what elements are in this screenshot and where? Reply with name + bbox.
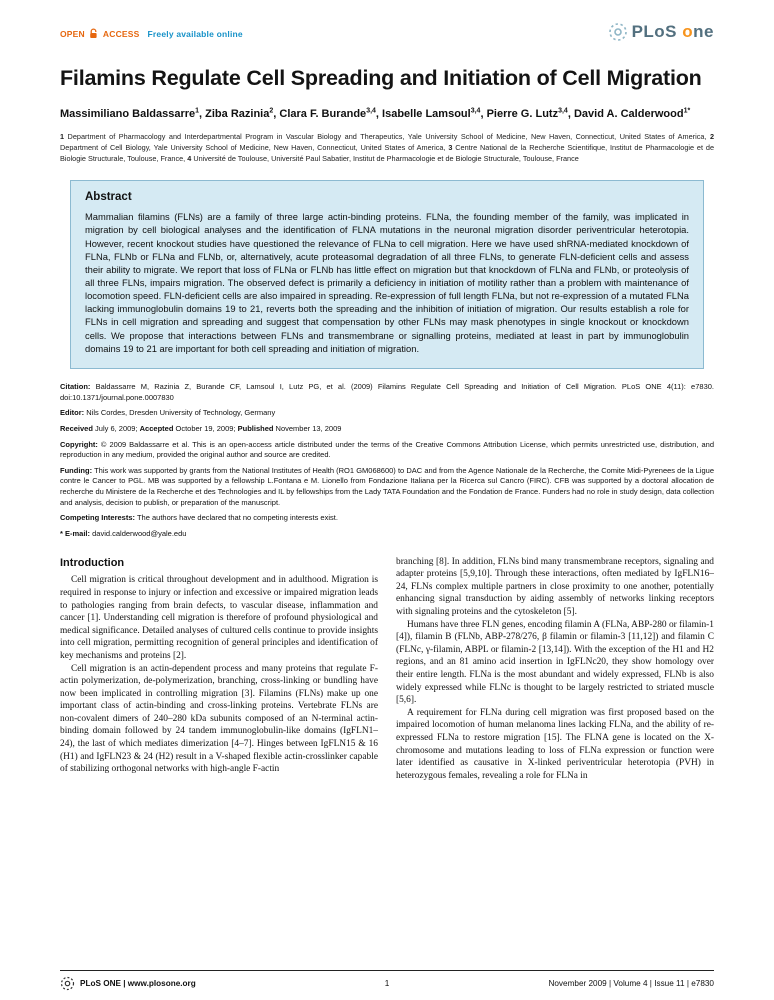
published-text: November 13, 2009 [273,423,342,433]
plos-one-logo [608,22,714,42]
competing-interests-line [60,513,714,524]
footer-journal [60,976,196,991]
competing-interests-label: Competing Interests: [60,513,136,523]
accepted-label: Accepted [139,423,174,433]
citation-label: Citation: [60,381,91,391]
abstract-heading: Abstract [85,191,132,204]
body-paragraph: Cell migration is critical throughout development and in adulthood. Migration is required in response to injury or infection and excessive or impaired migration leads to pathologies ranging from brain defects, to vascular disease, inflammation and cancer [1]. Understanding cell migration is therefore of profound physiological and medical significance. Detailed analyses of cultured cells continue to provide insights into cell migration, permitting recognition of general principles and identification of key mechanisms and proteins [2]. [60,575,378,661]
author [205,108,279,120]
author [487,108,574,120]
copyright-text: © 2009 Baldassarre et al. This is an open-access article distributed under the terms of the Creative Commons Attribution License, which permits unrestricted use, distribution, and reproduction in any medium, provided the original author and source are credited. [60,439,714,460]
author [60,108,205,120]
author-name: Clara F. Burande [279,108,367,121]
affiliation-list [60,132,714,165]
citation-line [60,382,714,403]
logo-o: o [682,22,694,41]
footer-issue-info: November 2009 | Volume 4 | Issue 11 | e7830 [548,979,714,988]
author-list [60,106,714,123]
author-sep: , [567,108,574,121]
author-sup: 3,4 [558,107,568,115]
open-access-label-open: OPEN [60,28,85,39]
author-name: Massimiliano Baldassarre [60,108,196,121]
body-paragraph: Humans have three FLN genes, encoding filamin A (FLNa, ABP-280 or filamin-1 [4]), filamin B (FLNb, ABP-278/276, β filamin or filamin-3 [11,12]) and filamin C (FLNc, γ-filamin, ABPL or filamin-2 [13,14]). With the exception of the H1 and H2 regions, and an 81 amino acid insertion in IgFLNc20, they show homology over their entire length. FLNa is the most abundant and widely expressed, FLNb is also widely expressed while FLNc is thought to be largely restricted to striated muscle [5,6]. [396,619,714,706]
author-sep: , [273,108,280,121]
author [382,108,487,120]
open-access-line [60,22,243,39]
right-column [396,556,714,856]
citation-text: Baldassarre M, Razinia Z, Burande CF, Lamsoul I, Lutz PG, et al. (2009) Filamins Regulate Cell Spreading and Initiation of Cell Migration. PLoS ONE 4(11): e7830. doi:10.1371/journal.pone.0007830 [60,381,714,402]
editor-text: Nils Cordes, Dresden University of Technology, Germany [84,408,276,418]
affiliation-num: 4 [187,154,192,164]
open-access-label-access: ACCESS [102,28,140,39]
page-header [60,22,714,42]
affiliation-num: 3 [448,143,453,153]
author-name: Ziba Razinia [205,108,270,121]
funding-line [60,466,714,509]
accepted-text: October 19, 2009; [173,423,238,433]
footer-journal-text: PLoS ONE | www.plosone.org [80,979,196,988]
funding-text: This work was supported by grants from the National Institutes of Health (RO1 GM068600) to DAC and from the Agence Nationale de la Recherche, the Comite Midi-Pyrenees de la Ligue contre le Cancer to PGL. MB was supported by a fellowship L.Fontana e M. Lionello from Fondazione Italiana per la Ricerca sul Cancro (FIRC). CFB was supported by a doctoral allocation de recherche du Ministere de la Recherche et des Technologies and IL by fellowships from the Lady TATA Foundation and the Fondation de France. Funders had no role in study design, data collection and analysis, decision to publish, or preparation of the manuscript. [60,465,714,507]
author-sep: , [375,108,383,121]
author-sup: 3,4 [470,107,481,115]
article-title: Filamins Regulate Cell Spreading and Initiation of Cell Migration [60,66,702,90]
dates-line [60,424,714,435]
author-name: David A. Calderwood [573,108,684,121]
author-name: Pierre G. Lutz [486,108,559,121]
left-column [60,556,378,856]
received-text: July 6, 2009; [92,423,140,433]
author-name: Isabelle Lamsoul [382,108,471,121]
affiliation-num: 2 [709,132,714,142]
published-label: Published [237,423,274,433]
body-paragraph: Cell migration is an actin-dependent process and many proteins that regulate F-actin polymerization, de-polymerization, branching, cross-linking or bundling have now been implicated in controlling migration [3]. Filamins (FLNs) make up one important class of actin-binding and cross-linking proteins. Vertebrate FLNs are non-covalent dimers of 240–280 kDa subunits composed of an N-terminal actin-binding domain followed by 24 tandem immunoglobulin-like domains (IgFLN1–24), the last of which mediates dimerization [4–7]. Hinges between IgFLN15 & 16 (H1) and IgFLN23 & 24 (H2) result in a V-shaped flexible actin-crosslinker capable of stabilizing orthogonal networks with high-angle F-actin [60,663,378,775]
introduction-heading: Introduction [60,556,125,569]
body-paragraph: A requirement for FLNa during cell migration was first proposed based on the impaired locomotion of human melanoma lines lacking FLNa, and the ability of re-expressed FLNa to restore migration [15]. The FLNA gene is located on the X-chromosome and mutations leading to loss of FLNa expression or function were later identified as causative in X-linked periventricular heterotopia (PVH) in heterozygous females, revealing a role for FLNa in [396,707,714,781]
received-label: Received [60,423,93,433]
page-footer [60,970,714,991]
plos-footer-icon [60,976,75,991]
plos-logo-text [632,22,714,42]
open-lock-icon [89,28,99,39]
copyright-label: Copyright: [60,439,98,449]
abstract-box [70,180,704,369]
author-sup: 1* [683,107,691,115]
body-paragraph: branching [8]. In addition, FLNs bind many transmembrane receptors, signaling and adapter proteins [5,9,10]. Through these interactions, often mediated by IgFLN16–24, FLNs complex multiple partners in close proximity to one another, potentially enhancing signal transduction by aiding assembly of networks linking receptors with signaling proteins and the cytoskeleton [5]. [396,556,714,617]
author-sep: , [480,108,487,121]
author [574,108,690,120]
funding-label: Funding: [60,465,93,475]
competing-interests-text: The authors have declared that no competing interests exist. [135,513,338,523]
author-sep: , [199,108,206,121]
abstract-text: Mammalian filamins (FLNs) are a family of three large actin-binding proteins. FLNa, the founding member of the family, was implicated in migration by cell biological analyses and the identification of FLNA mutations in the neuronal migration disorder periventricular heterotopia. However, recent knockout studies have questioned the relevance of FLNa to cell migration. Here we have used shRNA-mediated knockdown of FLNa, FLNb or FLNa and FLNb, or, alternatively, acute proteasomal degradation of all three FLNs, to generate FLN-deficient cells and assess their ability to migrate. We report that loss of FLNa or FLNb has little effect on migration but that knockdown of FLNa and FLNb, or proteolysis of all three FLNs, impairs migration. The observed defect is primarily a deficiency in initiation of motility rather than a problem with maintenance of locomotion speed. FLN-deficient cells are also impaired in spreading. Re-expression of full length FLNa, but not re-expression of a mutated FLNa lacking immunoglobulin domains 19 to 21, reverts both the spreading and the inhibition of initiation of migration. Our results establish a role for FLNs in cell migration and spreading and suggest that compensation by other FLNs may mask phenotypes in single knockout or knockdown cells. We propose that interactions between FLNs and transmembrane or signalling proteins, mediated at least in part by immunoglobulin domains 19 to 21 are important for both cell spreading and initiation of migration. [85,211,689,354]
plos-logo-icon [608,22,628,42]
body-columns [60,556,714,856]
affiliation-text: Université de Toulouse, Université Paul Sabatier, Institut de Pharmacologie et de Biologie Structurale, Toulouse, France [191,154,579,164]
logo-ne: ne [693,22,714,41]
article-metadata [60,382,714,540]
email-line [60,529,714,540]
email-address[interactable]: david.calderwood@yale.edu [90,528,187,538]
editor-label: Editor: [60,408,85,418]
author-sup: 2 [269,107,274,115]
author [279,108,382,120]
freely-available-label: Freely available online [147,28,243,39]
logo-plos: PLoS [631,22,678,41]
affiliation-text: Department of Cell Biology, Yale University School of Medicine, New Haven, Connecticut, United States of America, [60,143,449,153]
author-sup: 3,4 [366,107,376,115]
author-sup: 1 [195,107,200,115]
affiliation-num: 1 [60,132,65,142]
affiliation-text: Centre National de la Recherche Scientifique, Institut de Pharmacologie et de Biologie Structurale, Toulouse, France, [60,143,715,164]
affiliation-text: Department of Pharmacology and Interdepartmental Program in Vascular Biology and Therapeutics, Yale University School of Medicine, New Haven, Connecticut, United States of America, [64,132,710,142]
copyright-line [60,440,714,461]
editor-line [60,408,714,419]
email-label: * E-mail: [60,528,91,538]
page-number: 1 [384,979,390,988]
